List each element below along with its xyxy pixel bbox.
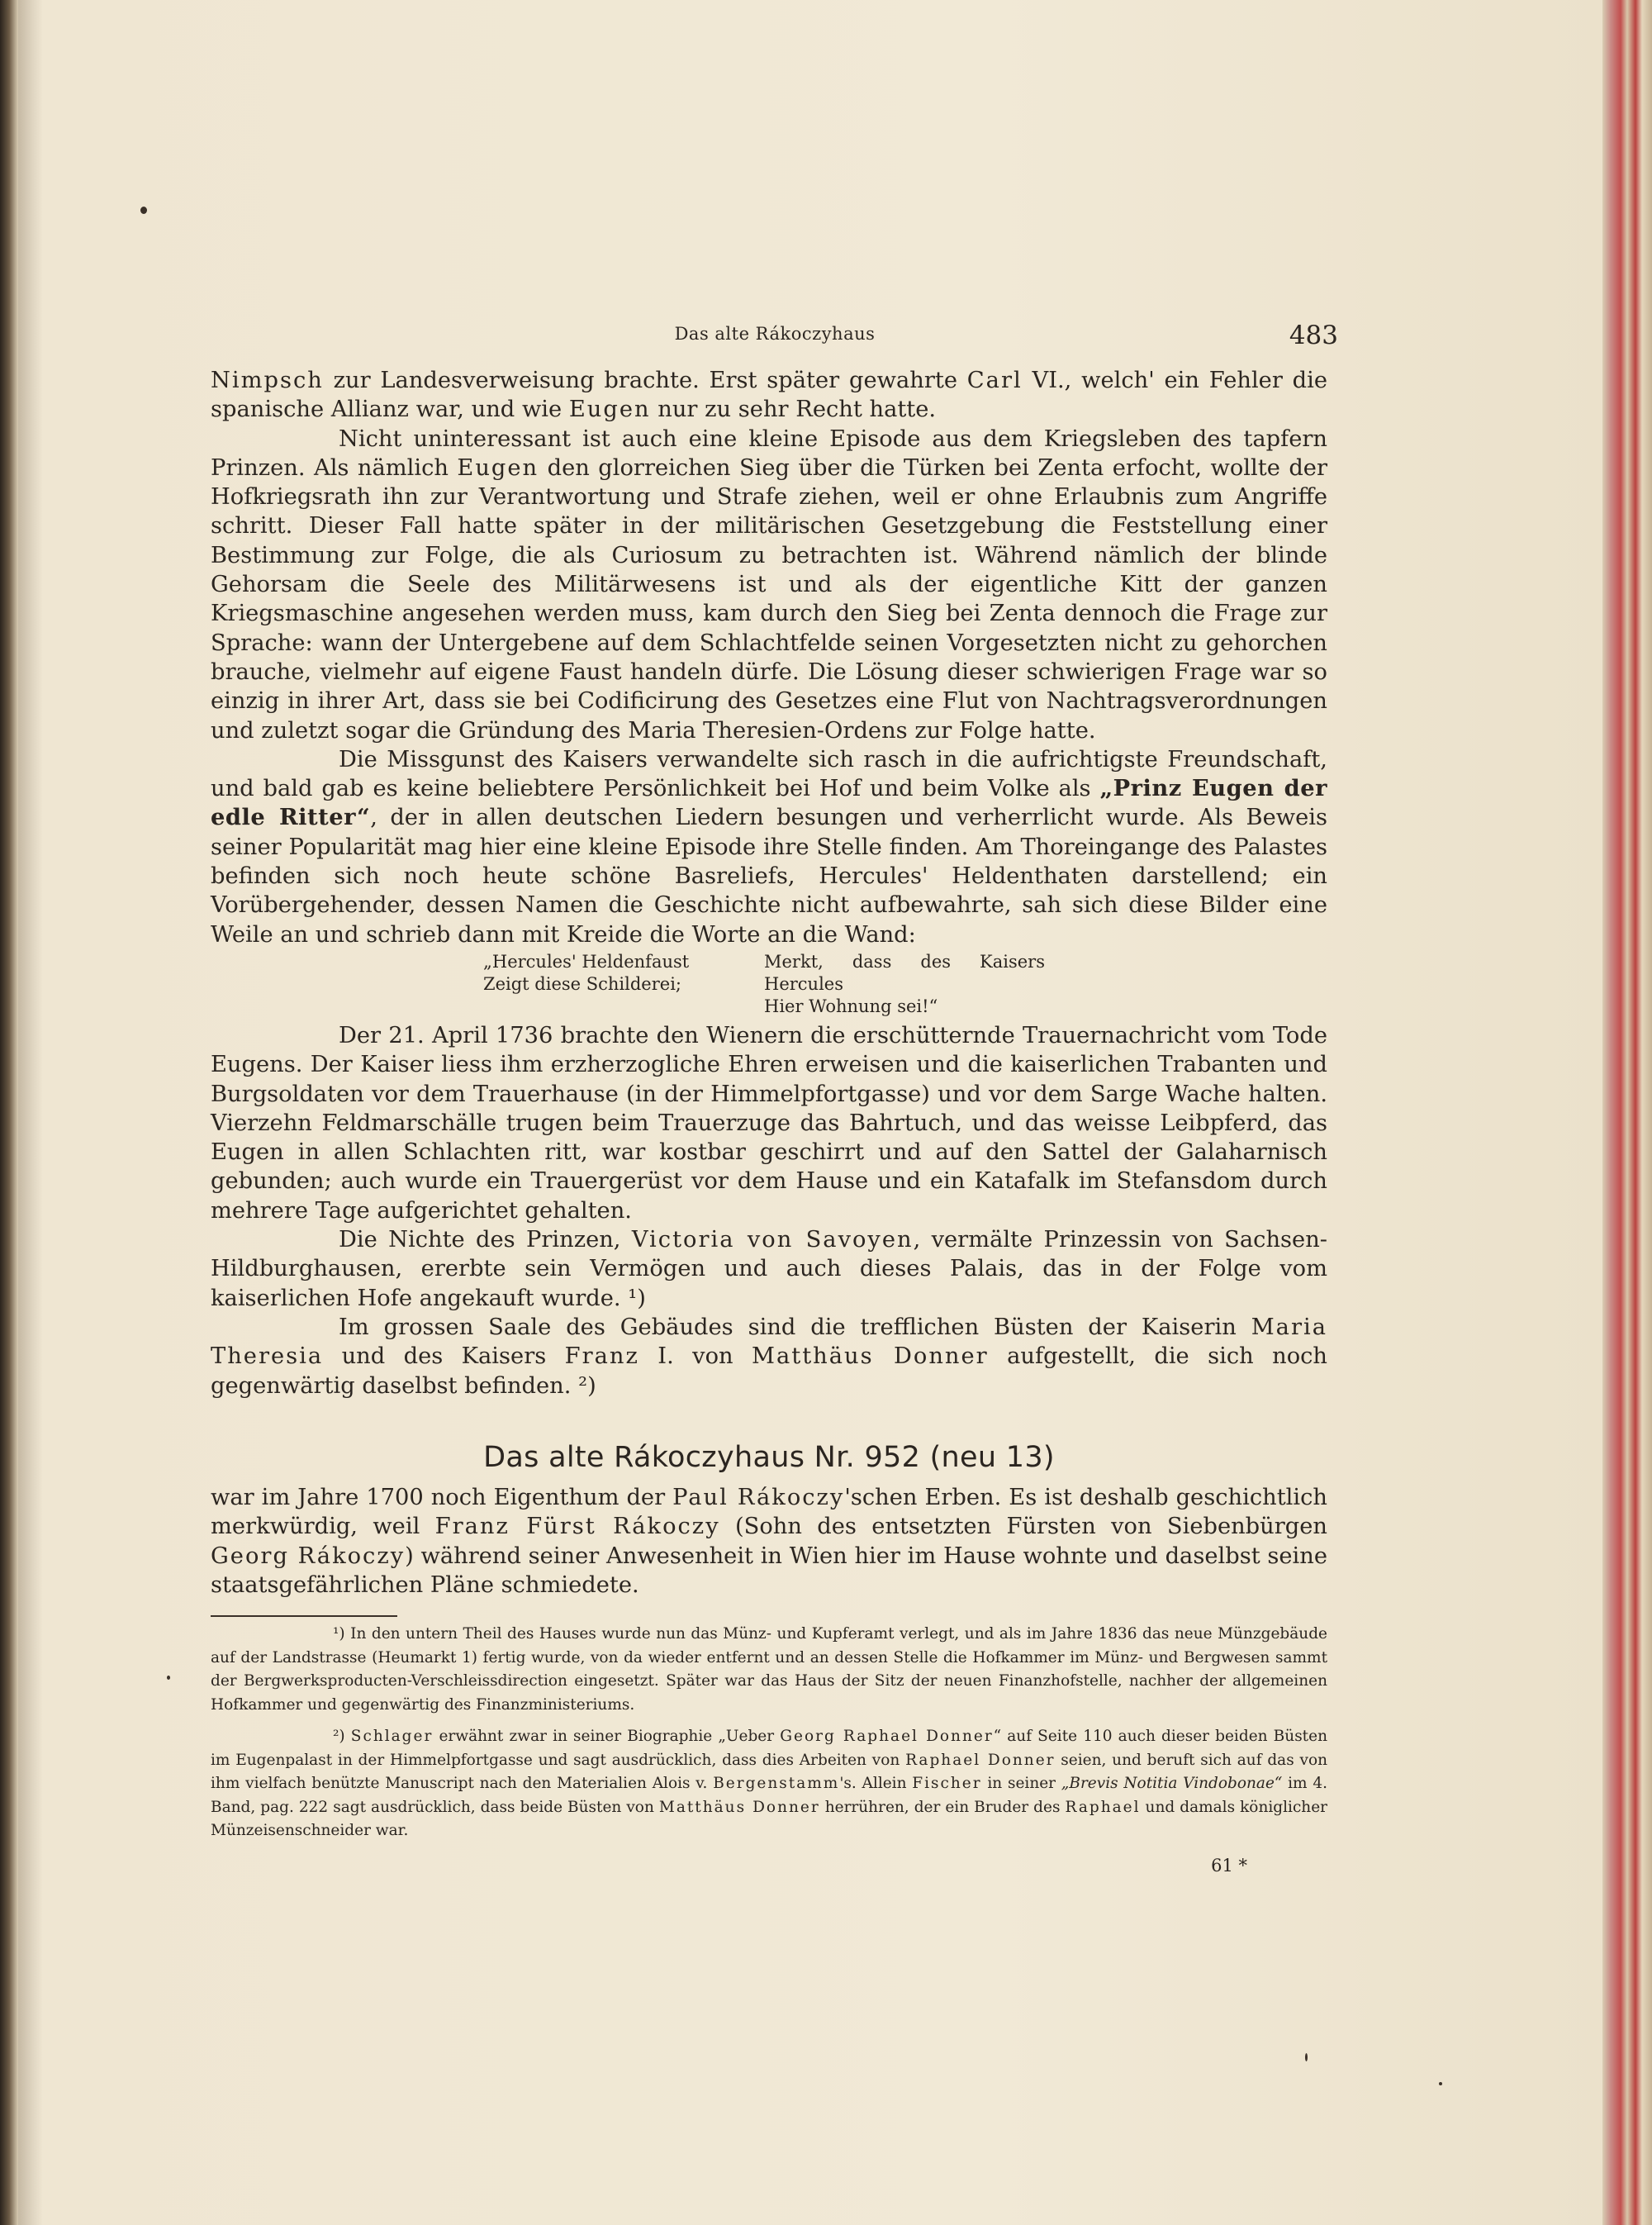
verse-line: Hier Wohnung sei!“: [764, 996, 938, 1016]
footnotes: [211, 1623, 1327, 1843]
section-text: [211, 1483, 1327, 1600]
ink-speck: [167, 1676, 170, 1680]
paragraph: Die Missgunst des Kaisers verwandelte sich rasch in die aufrichtigste Freundschaft, und bald gab es keine beliebtere Persönlichkeit bei Hof und beim Volke als „Prinz Eugen der edle Ritter“, der in allen deutschen Liedern besungen und verherrlicht wurde. Als Beweis seiner Popularität mag hier eine kleine Episode ihre Stelle finden. Am Thoreingange des Palastes befinden sich noch heute schöne Basreliefs, Hercules' Heldenthaten darstellend; ein Vorübergehender, dessen Namen die Geschichte nicht aufbewahrte, sah sich diese Bilder eine Weile an und schrieb dann mit Kreide die Worte an die Wand:: [211, 746, 1327, 948]
paragraph: Im grossen Saale des Gebäudes sind die trefflichen Büsten der Kaiserin Maria Theresia und des Kaisers Franz I. von Matthäus Donner aufgestellt, die sich noch gegenwärtig daselbst befinden. ²): [211, 1314, 1327, 1399]
footnote-rule: [211, 1615, 397, 1617]
verse-quote: [211, 951, 1327, 1018]
signature-mark: 61 *: [1211, 1856, 1247, 1876]
footnote: ¹) In den untern Theil des Hauses wurde nun das Münz- und Kupferamt verlegt, und als im Jahre 1836 das neue Münzgebäude auf der Landstrasse (Heumarkt 1) fertig wurde, von da wieder entfernt und an dessen Stelle die Hofkammer im Münz- und Bergwesen sammt der Bergwerksproducten-Verschleissdirection eingesetzt. Später war das Haus der Sitz der neuen Finanzhofstelle, nachher der allgemeinen Hofkammer und gegenwärtig des Finanzministeriums.: [211, 1625, 1327, 1714]
paragraph: war im Jahre 1700 noch Eigenthum der Paul Rákoczy'schen Erben. Es ist deshalb geschichtlich merkwürdig, weil Franz Fürst Rákoczy (Sohn des entsetzten Fürsten von Siebenbürgen Georg Rákoczy) während seiner Anwesenheit in Wien hier im Hause wohnte und daselbst seine staatsgefährlichen Pläne schmiedete.: [211, 1485, 1327, 1598]
running-title: Das alte Rákoczyhaus: [674, 324, 876, 344]
ink-speck: [140, 207, 147, 214]
ink-speck: [1305, 2053, 1308, 2061]
paragraph: Die Nichte des Prinzen, Victoria von Savoyen, vermälte Prinzessin von Sachsen-Hildburghausen, ererbte sein Vermögen und auch dieses Palais, das in der Folge vom kaiserlichen Hofe angekauft wurde. ¹): [211, 1227, 1327, 1311]
ink-speck: [1439, 2082, 1442, 2085]
section-heading: Das alte Rákoczyhaus Nr. 952 (neu 13): [483, 1441, 1055, 1474]
verse-line: Zeigt diese Schilderei;: [483, 973, 681, 994]
song-title: „Prinz Eugen der edle Ritter“: [211, 775, 1327, 831]
paragraph: Nicht uninteressant ist auch eine kleine Episode aus dem Kriegsleben des tapfern Prinzen. Als nämlich Eugen den glorreichen Sieg über die Türken bei Zenta erfocht, wollte der Hofkriegsrath ihn zur Verantwortung und Strafe ziehen, weil er ohne Erlaubnis zum Angriffe schritt. Dieser Fall hatte später in der militärischen Gesetzgebung die Feststellung einer Bestimmung zur Folge, die als Curiosum zu betrachten ist. Während nämlich der blinde Gehorsam die Seele des Militärwesens ist und als der eigentliche Kitt der ganzen Kriegsmaschine angesehen werden muss, kam durch den Sieg bei Zenta dennoch die Frage zur Sprache: wann der Untergebene auf dem Schlachtfelde seinen Vorgesetzten nicht zu gehorchen brauche, vielmehr auf eigene Faust handeln dürfe. Die Lösung dieser schwierigen Frage war so einzig in ihrer Art, dass sie bei Codificirung des Gesetzes eine Flut von Nachtragsverordnungen und zuletzt sogar die Gründung des Maria Theresien-Ordens zur Folge hatte.: [211, 426, 1328, 744]
verse-line: Merkt, dass des Kaisers Hercules: [764, 951, 1045, 994]
page-number: 483: [1289, 321, 1338, 350]
verse-line: „Hercules' Heldenfaust: [483, 951, 690, 972]
binding-edge: [0, 0, 18, 2225]
footnote: ²) Schlager erwähnt zwar in seiner Biographie „Ueber Georg Raphael Donner“ auf Seite 110 auch dieser beiden Büsten im Eugenpalast in der Himmelpfortgasse und sagt ausdrücklich, dass dies Arbeiten von Raphael Donner seien, und beruft sich auf das von ihm vielfach benützte Manuscript nach den Materialien Alois v. Bergenstamm's. Allein Fischer in seiner „Brevis Notitia Vindobonae“ im 4. Band, pag. 222 sagt ausdrücklich, dass beide Büsten von Matthäus Donner herrühren, der ein Bruder des Raphael und damals königlicher Münzeisenschneider war.: [211, 1728, 1328, 1839]
main-text: [211, 366, 1327, 1400]
paragraph: Der 21. April 1736 brachte den Wienern die erschütternde Trauernachricht vom Tode Eugens. Der Kaiser liess ihm erzherzogliche Ehren erweisen und die kaiserlichen Trabanten und Burgsoldaten vor dem Trauerhause (in der Himmelpfortgasse) und vor dem Sarge Wache halten. Vierzehn Feldmarschälle trugen beim Trauerzuge das Bahrtuch, und das weisse Leibpferd, das Eugen in allen Schlachten ritt, war kostbar geschirrt und auf den Sattel der Galaharnisch gebunden; auch wurde ein Trauergerüst vor dem Hause und ein Katafalk im Stefansdom durch mehrere Tage aufgerichtet gehalten.: [211, 1022, 1327, 1224]
footnote-mark: ²): [333, 1728, 345, 1745]
page-stack-edge: [1602, 0, 1652, 2225]
paragraph: Nimpsch zur Landesverweisung brachte. Erst später gewahrte Carl VI., welch' ein Fehler die spanische Allianz war, und wie Eugen nur zu sehr Recht hatte.: [211, 368, 1328, 423]
spine-shadow: [18, 0, 43, 2225]
footnote-mark: ¹): [333, 1625, 345, 1643]
